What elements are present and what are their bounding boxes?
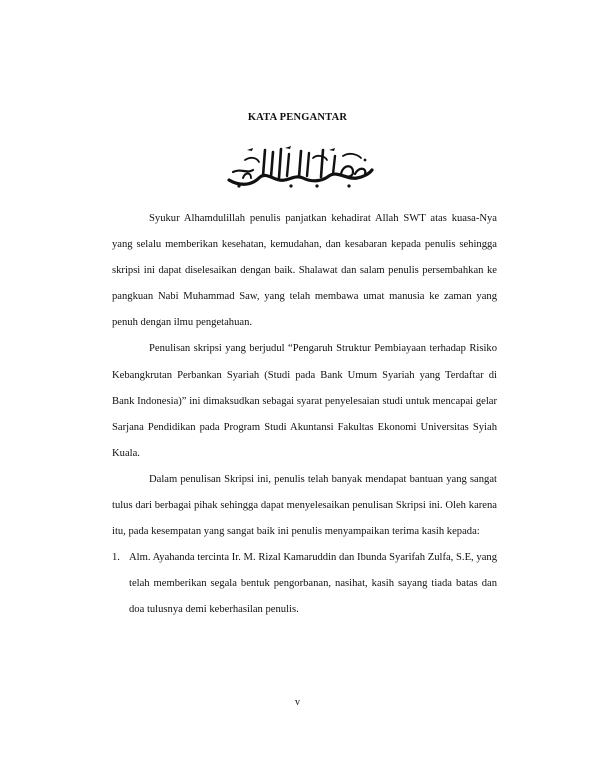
list-item <box>112 545 497 623</box>
page-number: v <box>295 697 300 708</box>
document-body <box>112 206 497 624</box>
paragraph: Penulisan skripsi yang berjudul “Pengaruh Struktur Pembiayaan terhadap Risiko Kebangkrutan Perbankan Syariah (Studi pada Bank Umum Syariah yang Terdaftar di Bank Indonesia)” ini dimaksudkan sebagai syarat penyelesaian studi untuk mencapai gelar Sarjana Pendidikan pada Program Studi Akuntansi Fakultas Ekonomi Universitas Syiah Kuala. <box>112 343 497 459</box>
list-item-number: 1. <box>112 552 120 564</box>
list-item-text: Alm. Ayahanda tercinta Ir. M. Rizal Kamaruddin dan Ibunda Syarifah Zulfa, S.E, yang telah memberikan segala bentuk pengorbanan, nasihat, kasih sayang tiada batas dan doa tulusnya demi keberhasilan penulis. <box>129 552 497 616</box>
basmala-calligraphy <box>225 144 375 190</box>
paragraph: Syukur Alhamdulillah penulis panjatkan kehadirat Allah SWT atas kuasa-Nya yang selalu memberikan kesehatan, kemudahan, dan kesabaran kepada penulis sehingga skripsi ini dapat diselesaikan dengan baik. Shalawat dan salam penulis persembahkan ke pangkuan Nabi Muhammad Saw, yang telah membawa umat manusia ke zaman yang penuh dengan ilmu pengetahuan. <box>112 213 497 329</box>
paragraph: Dalam penulisan Skripsi ini, penulis telah banyak mendapat bantuan yang sangat tulus dari berbagai pihak sehingga dapat menyelesaikan penulisan Skripsi ini. Oleh karena itu, pada kesempatan yang sangat baik ini penulis menyampaikan terima kasih kepada: <box>112 473 497 538</box>
page-title: KATA PENGANTAR <box>247 112 348 123</box>
